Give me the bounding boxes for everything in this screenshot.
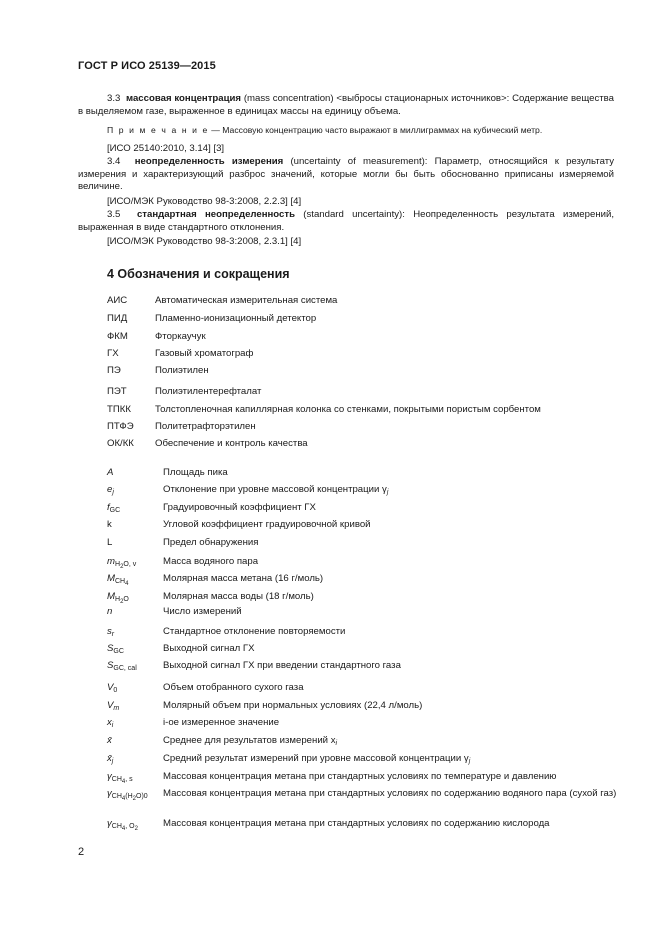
term-3-4: 3.4 неопределенность измерения (uncertainty of measurement): Параметр, относящийся к результату измерения и характеризующий разброс значений, которые могли бы быть обоснованно приписаны измеряемой величине. — [78, 156, 614, 193]
abbreviation-row: ФКМ Фторкаучук — [107, 331, 206, 342]
term-3-3: 3.3 массовая концентрация (mass concentration) <выбросы стационарных источников>: Содержание вещества в выделяемом газе, выраженное в единицах массы на единицу объема. — [78, 93, 614, 117]
term-name: неопределенность измерения — [134, 156, 284, 167]
term-name: массовая концентрация — [126, 93, 242, 104]
symbol: $V_m$ — [107, 700, 120, 712]
term-3-5: 3.5 стандартная неопределенность (standard uncertainty): Неопределенность результата измерений, выраженная в виде стандартного отклонения. — [78, 209, 614, 233]
symbol: $S_{GC}$ — [107, 643, 124, 655]
reference-3-3: [ИСО 25140:2010, 3.14] [3] — [107, 143, 225, 154]
section-title: 4 Обозначения и сокращения — [107, 267, 290, 281]
symbol: $m_{H_2O, v}$ — [107, 556, 137, 570]
abbreviation-row: ГХ Газовый хроматограф — [107, 348, 254, 359]
symbol: x̄ — [107, 735, 112, 746]
reference-3-5: [ИСО/МЭК Руководство 98-3:2008, 2.3.1] [4] — [107, 236, 302, 247]
symbol: $M_{CH_4}$ — [107, 573, 129, 587]
abbreviation-row: ПИД Пламенно-ионизационный детектор — [107, 313, 317, 324]
symbol: $M_{H_2O}$ — [107, 591, 129, 605]
document-header: ГОСТ Р ИСО 25139—2015 — [78, 60, 216, 72]
symbol: $x_i$ — [107, 717, 114, 729]
symbol: L — [107, 537, 113, 548]
symbol: k — [107, 519, 112, 530]
symbol: $e_j$ — [107, 484, 114, 496]
reference-3-4: [ИСО/МЭК Руководство 98-3:2008, 2.2.3] [4] — [107, 196, 302, 207]
abbreviation-row: ПЭ Полиэтилен — [107, 365, 209, 376]
symbol: $s_r$ — [107, 626, 115, 638]
abbreviation-row: АИС Автоматическая измерительная система — [107, 295, 338, 306]
symbol: $f_{GC}$ — [107, 502, 121, 514]
symbol: $V_0$ — [107, 682, 118, 694]
note: П р и м е ч а н и е — Массовую концентрацию часто выражают в миллиграммах на кубический метр. — [107, 125, 543, 135]
symbol: $\gamma_{CH_4, s}$ — [107, 771, 133, 785]
term-name: стандартная неопределенность — [136, 209, 295, 220]
abbreviation-row: ТПКК Толстопленочная капиллярная колонка со стенками, покрытыми пористым сорбентом — [107, 404, 541, 415]
symbol: $x̄_j$ — [107, 753, 114, 765]
abbreviation-row: ПТФЭ Политетрафторэтилен — [107, 421, 256, 432]
abbreviation-row: ОК/КК Обеспечение и контроль качества — [107, 438, 308, 449]
page-number: 2 — [78, 846, 85, 858]
symbol: $\gamma_{CH_4, O_2}$ — [107, 818, 138, 832]
abbreviation-row: ПЭТ Полиэтилентерефталат — [107, 386, 262, 397]
symbol: A — [107, 467, 114, 478]
symbol: $S_{GC, cal}$ — [107, 660, 137, 672]
symbol: n — [107, 606, 113, 617]
symbol: $\gamma_{CH_4(H_2O)0}$ — [107, 788, 148, 802]
